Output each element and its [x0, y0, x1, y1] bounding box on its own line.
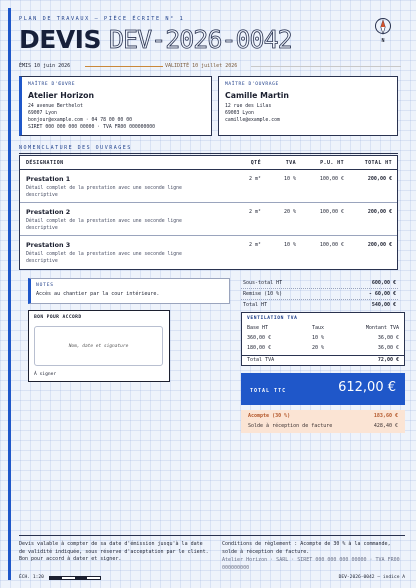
item-description: Détail complet de la prestation avec une seconde ligne descriptive: [26, 219, 182, 231]
issue-date: ÉMIS 10 juin 2026: [19, 63, 71, 69]
compass-icon: [374, 18, 392, 54]
col-total: TOTAL HT: [364, 160, 392, 166]
document-reference: DEV-2026-0042 — indice A: [338, 575, 405, 580]
balance-value: 428,40 €: [373, 423, 398, 429]
company-legal-line: Atelier Horizon · SARL · SIRET 000 000 000 00000 · TVA FR00 000000000: [222, 557, 400, 571]
vat-breakdown-label: VENTILATION TVA: [247, 316, 298, 321]
balance-label: Solde à réception de facture: [248, 423, 333, 429]
signature-place: À signer: [34, 372, 57, 377]
notes-text: Accès au chantier par la cour intérieure.: [36, 291, 160, 297]
col-unit-price: P.U. HT: [320, 160, 344, 166]
maitre-oeuvre-label: MAÎTRE D'ŒUVRE: [28, 82, 76, 87]
nomenclature-label: NOMENCLATURE DES OUVRAGES: [19, 145, 132, 151]
document-sheet: [8, 8, 408, 580]
item-name: Prestation 2: [26, 208, 71, 216]
discount-value: - 60,00 €: [368, 291, 396, 297]
total-ht-row: [241, 300, 398, 311]
validity-terms: Devis valable à compter de sa date d'émission jusqu'à la date de validité indiquée, sous réserve d'acceptation par le client. Bon pour accord à dater et signer.: [19, 541, 209, 562]
document-title: [19, 24, 292, 54]
vat-breakdown: [241, 312, 405, 366]
vat-amount: 36,00 €: [377, 345, 399, 351]
footer: [19, 535, 405, 583]
line-items-table: [19, 155, 398, 270]
discount-label: Remise (10 %): [243, 291, 283, 297]
total-ttc-value: 612,00 €: [338, 380, 396, 395]
table-row: [20, 204, 397, 236]
maitre-oeuvre-name: Atelier Horizon: [28, 91, 95, 100]
payment-terms: Conditions de règlement : Acompte de 30 % à la commande, solde à réception de facture.: [222, 541, 391, 555]
deposit-label: Acompte (30 %): [248, 413, 291, 419]
total-ht-value: 540,00 €: [371, 302, 396, 308]
item-unit-price: 100,00 €: [319, 242, 344, 248]
item-qty: 2 m²: [248, 209, 261, 215]
notes-box: [28, 278, 230, 304]
item-unit-price: 100,00 €: [319, 209, 344, 215]
vat-total-row: [242, 355, 404, 364]
maitre-oeuvre-city: 69007 Lyon: [28, 111, 57, 116]
deposit-panel: [241, 410, 405, 433]
maitre-oeuvre-contact: bonjour@example.com · 04 78 00 00 00: [28, 118, 132, 123]
date-line: [19, 63, 399, 71]
item-qty: 2 m²: [248, 176, 261, 182]
total-ht-label: Total HT: [243, 302, 268, 308]
maitre-oeuvre-siret: SIRET 000 000 000 00000 · TVA FR00 000000000: [28, 125, 156, 130]
item-name: Prestation 3: [26, 241, 71, 249]
subtotal-row: [241, 278, 398, 289]
vat-amount: 36,00 €: [377, 335, 399, 341]
accent-bar: [8, 8, 11, 580]
maitre-ouvrage-card: [218, 76, 398, 136]
scale-indicator: [19, 575, 101, 580]
total-ttc-panel: [241, 373, 405, 405]
subtotal-label: Sous-total HT: [243, 280, 283, 286]
maitre-oeuvre-address: 24 avenue Berthelot: [28, 104, 83, 109]
table-row: [20, 237, 397, 269]
col-qty: QTÉ: [250, 160, 261, 166]
maitre-ouvrage-address: 12 rue des Lilas: [225, 104, 272, 109]
item-unit-price: 100,00 €: [319, 176, 344, 182]
item-qty: 2 m²: [248, 242, 261, 248]
bon-pour-accord-box: [28, 310, 170, 382]
item-tva: 10 %: [283, 176, 296, 182]
compass-north-label: N: [381, 38, 385, 44]
item-tva: 20 %: [283, 209, 296, 215]
maitre-ouvrage-city: 69003 Lyon: [225, 111, 254, 116]
nomenclature-rule: [19, 153, 398, 154]
maitre-ouvrage-name: Camille Martin: [225, 91, 289, 100]
vat-base: 180,00 €: [247, 345, 272, 351]
col-tva: TVA: [285, 160, 296, 166]
col-designation: DÉSIGNATION: [26, 160, 64, 166]
vat-total-label: Total TVA: [247, 357, 275, 363]
signature-field[interactable]: Nom, date et signature: [34, 326, 163, 366]
vat-rate: 10 %: [312, 335, 325, 341]
item-total: 200,00 €: [367, 209, 392, 215]
title-devis: DEVIS: [19, 25, 101, 54]
table-header: [20, 156, 397, 170]
item-name: Prestation 1: [26, 175, 71, 183]
vat-base: 360,00 €: [247, 335, 272, 341]
scale-label: ÉCH. 1:20: [19, 575, 44, 580]
notes-label: NOTES: [36, 283, 54, 288]
table-row: [20, 171, 397, 203]
item-description: Détail complet de la prestation avec une seconde ligne descriptive: [26, 186, 182, 198]
deposit-value: 183,60 €: [373, 413, 398, 419]
item-total: 200,00 €: [367, 242, 392, 248]
item-description: Détail complet de la prestation avec une seconde ligne descriptive: [26, 252, 182, 264]
payment-terms-block: [222, 541, 402, 572]
total-ttc-label: TOTAL TTC: [250, 388, 287, 394]
vat-header-row: [242, 324, 404, 333]
validity-date: VALIDITÉ 10 juillet 2026: [165, 63, 238, 69]
vat-total-value: 72,00 €: [377, 357, 399, 363]
vat-col-rate: Taux: [312, 325, 325, 331]
vat-col-amount: Montant TVA: [365, 325, 399, 331]
plan-kicker: PLAN DE TRAVAUX — PIÈCE ÉCRITE N° 1: [19, 16, 185, 22]
vat-col-base: Base HT: [247, 325, 269, 331]
maitre-ouvrage-email: camille@example.com: [225, 118, 280, 123]
vat-rate: 20 %: [312, 345, 325, 351]
item-tva: 10 %: [283, 242, 296, 248]
scale-bar-icon: [49, 576, 101, 580]
maitre-oeuvre-card: [19, 76, 212, 136]
maitre-ouvrage-label: MAÎTRE D'OUVRAGE: [225, 82, 279, 87]
vat-row: [242, 344, 404, 353]
discount-row: [241, 289, 398, 300]
bon-pour-accord-label: BON POUR ACCORD: [34, 315, 82, 320]
item-total: 200,00 €: [367, 176, 392, 182]
totals-block: [241, 278, 398, 311]
vat-row: [242, 334, 404, 343]
subtotal-value: 600,00 €: [371, 280, 396, 286]
quote-number: DEV-2026-0042: [109, 25, 292, 54]
